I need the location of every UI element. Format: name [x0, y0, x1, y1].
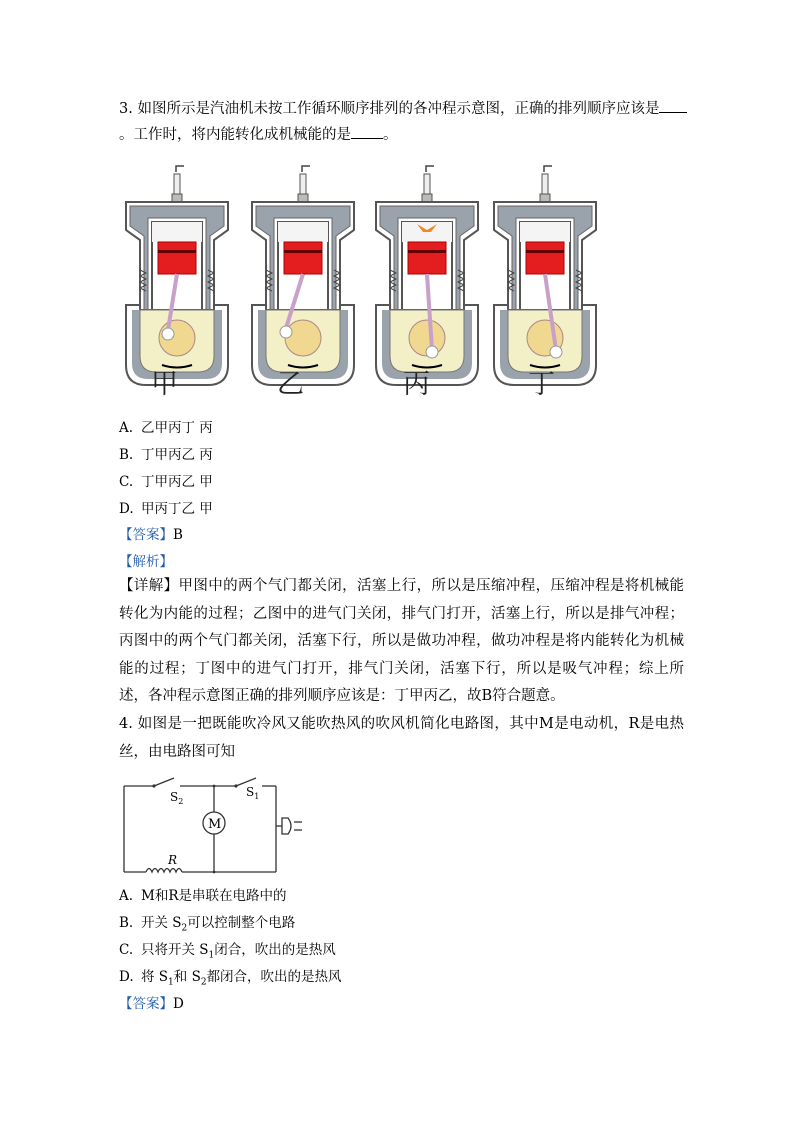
- motor-label: M: [208, 817, 222, 832]
- q3-analysis-tag: 【解析】: [119, 554, 173, 570]
- q4-option-a: A. M和R是串联在电路中的: [119, 888, 287, 904]
- label-jia: 甲: [151, 369, 178, 400]
- label-yi: 乙: [277, 369, 304, 400]
- circuit-diagram: [118, 768, 308, 876]
- q4-stem: 4. 如图是一把既能吹冷风又能吹热风的吹风机简化电路图，其中M是电动机，R是电热丝，由电路图可知: [119, 716, 684, 760]
- q4-option-d: D. 将 $S_1$和 $S_2$都闭合，吹出的是热风: [119, 969, 342, 988]
- s2-label: $S_2$: [170, 790, 184, 806]
- blank-2: [351, 124, 383, 139]
- q4-answer: 【答案】D: [119, 996, 184, 1012]
- resistor-label: R: [168, 853, 178, 867]
- q4-option-c: C. 只将开关 $S_1$闭合，吹出的是热风: [119, 942, 336, 961]
- label-ding: 丁: [528, 369, 555, 400]
- engine-bing: [376, 166, 478, 385]
- q3-option-c: C. 丁甲丙乙 甲: [119, 474, 213, 490]
- s1-label: $S_1$: [246, 785, 260, 801]
- q3-answer: 【答案】B: [119, 527, 183, 543]
- engine-ding: [494, 166, 596, 385]
- q3-stem-line2: 。工作时，将内能转化成机械能的是 。: [119, 124, 398, 145]
- q3-detail: 【详解】甲图中的两个气门都关闭，活塞上行，所以是压缩冲程，压缩冲程是将机械能转化为内能的过程；乙图中的进气门关闭，排气门打开，活塞上行，所以是排气冲程；丙图中的两个气门都关闭，活塞下行，所以是做功冲程，做功冲程是将内能转化为机械能的过程；丁图中的进气门打开，排气门关闭，活塞下行，所以是吸气冲程；综上所述，各冲程示意图正确的排列顺序应该是：丁甲丙乙，故B符合题意。: [119, 578, 684, 704]
- q3-option-b: B. 丁甲丙乙 丙: [119, 447, 213, 463]
- q4-option-b: B. 开关 $S_2$可以控制整个电路: [119, 915, 296, 934]
- engine-yi: [252, 166, 354, 385]
- q3-stem-line1: 3. 如图所示是汽油机未按工作循环顺序排列的各冲程示意图，正确的排列顺序应该是: [119, 98, 687, 119]
- engine-jia: [126, 166, 228, 385]
- blank-1: [659, 98, 687, 113]
- label-bing: 丙: [403, 369, 430, 400]
- q3-option-a: A. 乙甲丙丁 丙: [119, 420, 213, 436]
- q3-option-d: D. 甲丙丁乙 甲: [119, 501, 213, 517]
